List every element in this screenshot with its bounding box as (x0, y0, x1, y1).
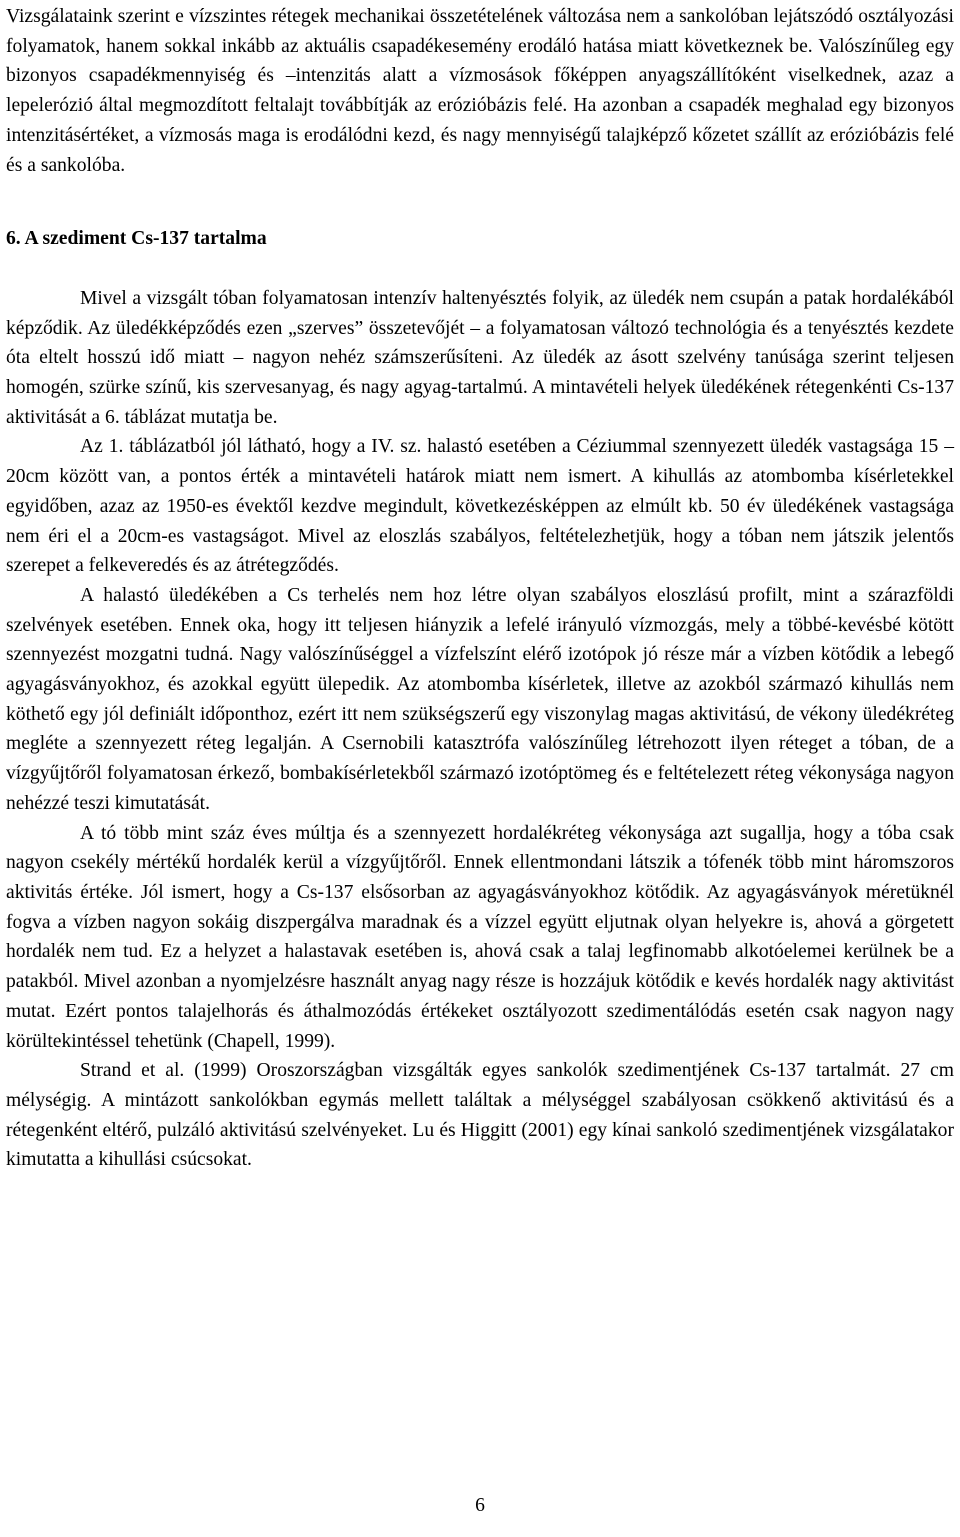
page-number: 6 (475, 1495, 485, 1516)
paragraph-section-1: Mivel a vizsgált tóban folyamatosan intenzív haltenyésztés folyik, az üledék nem csupán a patak hordalékából képződik. Az üledékképződés ezen „szerves” összetevőjét – a folyamatosan változó technológia és a tenyésztés kezdete óta eltelt hosszú idő miatt – nagyon nehéz számszerűsíteni. Az üledék az ásott szelvény tanúsága szerint teljesen homogén, szürke színű, kis szervesanyag, és nagy agyag-tartalmú. A mintavételi helyek üledékének rétegenkénti Cs-137 aktivitását a 6. táblázat mutatja be. (6, 287, 954, 428)
paragraph-section-3: A halastó üledékében a Cs terhelés nem hoz létre olyan szabályos eloszlású profilt, mint a szárazföldi szelvények esetében. Ennek oka, hogy itt teljesen hiányzik a lefelé irányuló vízmozgás, mely a többé-kevésbé kötött szennyezést mozgatni tudná. Nagy valószínűséggel a vízfelszínt elérő izotópok jó része már a vízben kötődik a lebegő agyagásványokhoz, és azokkal együtt ülepedik. Az atombomba kísérletek, illetve az azokból származó kihullás nem köthető egy jól definiált időponthoz, ezért itt nem szükségszerű egy viszonylag magas aktivitású, de vékony üledékréteg megléte a szennyezett réteg legalján. A Csernobili katasztrófa valószínűleg létrehozott ilyen réteget a tóban, de a vízgyűjtőről folyamatosan érkező, bombakísérletekből származó izotóptömeg és e feltételezett réteg vékonysága nagyon nehézzé teszi kimutatását. (6, 584, 954, 814)
paragraph-intro: Vizsgálataink szerint e vízszintes rétegek mechanikai összetételének változása nem a sankolóban lejátszódó osztályozási folyamatok, hanem sokkal inkább az aktuális csapadékesemény erodáló hatása miatt következnek be. Valószínűleg egy bizonyos csapadékmennyiség és –intenzitás alatt a vízmosások főképpen anyagszállítóként viselkednek, azaz a lepelerózió által megmozdított feltalajt továbbítják az erózióbázis felé. Ha azonban a csapadék meghalad egy bizonyos intenzitásértéket, a vízmosás maga is erodálódni kezd, és nagy mennyiségű talajképző kőzetet szállít az erózióbázis felé és a sankolóba. (6, 6, 954, 176)
section-heading: 6. A szediment Cs-137 tartalma (6, 228, 267, 250)
paragraph-section-4: A tó több mint száz éves múltja és a szennyezett hordalékréteg vékonysága azt sugallja, hogy a tóba csak nagyon csekély mértékű hordalék kerül a vízgyűjtőről. Ennek ellentmondani látszik a tófenék több mint háromszoros aktivitás értéke. Jól ismert, hogy a Cs-137 elsősorban az agyagásványokhoz kötődik. Az agyagásványok méretüknél fogva a vízben nagyon sokáig diszpergálva maradnak és a vízzel együtt eljutnak olyan helyekre is, ahová a görgetett hordalék nem tud. Ez a helyzet a halastavak esetében is, ahová csak a talaj legfinomabb alkotóelemei kerülnek be a patakból. Mivel azonban a nyomjelzésre használt anyag nagy része is hozzájuk kötődik e kevés hordalék nagy aktivitást mutat. Ezért pontos talajelhorás és áthalmozódás értékeket osztályozott szedimentálódás esetén csak nagyon nagy körültekintéssel tehetünk (Chapell, 1999). (6, 822, 954, 1052)
paragraph-section-2: Az 1. táblázatból jól látható, hogy a IV. sz. halastó esetében a Céziummal szennyezett üledék vastagsága 15 – 20cm között van, a pontos érték a mintavételi határok miatt nem ismert. A kihullás az atombomba kísérletekkel egyidőben, azaz az 1950-es évektől kezdve megindult, következésképpen az elmúlt kb. 50 év üledékének vastagsága nem éri el a 20cm-es vastagságot. Mivel az eloszlás szabályos, feltételezhetjük, hogy a tóban nem játszik jelentős szerepet a felkeveredés és az átrétegződés. (6, 436, 954, 577)
paragraph-section-5: Strand et al. (1999) Oroszországban vizsgálták egyes sankolók szedimentjének Cs-137 tartalmát. 27 cm mélységig. A mintázott sankolókban egymás mellett találtak a mélységgel szabályosan csökkenő aktivitású és a rétegenként eltérő, pulzáló aktivitású szelvényeket. Lu és Higgitt (2001) egy kínai sankoló szedimentjének vizsgálatakor kimutatta a kihullási csúcsokat. (6, 1060, 954, 1171)
document-page (6, 2, 954, 1175)
